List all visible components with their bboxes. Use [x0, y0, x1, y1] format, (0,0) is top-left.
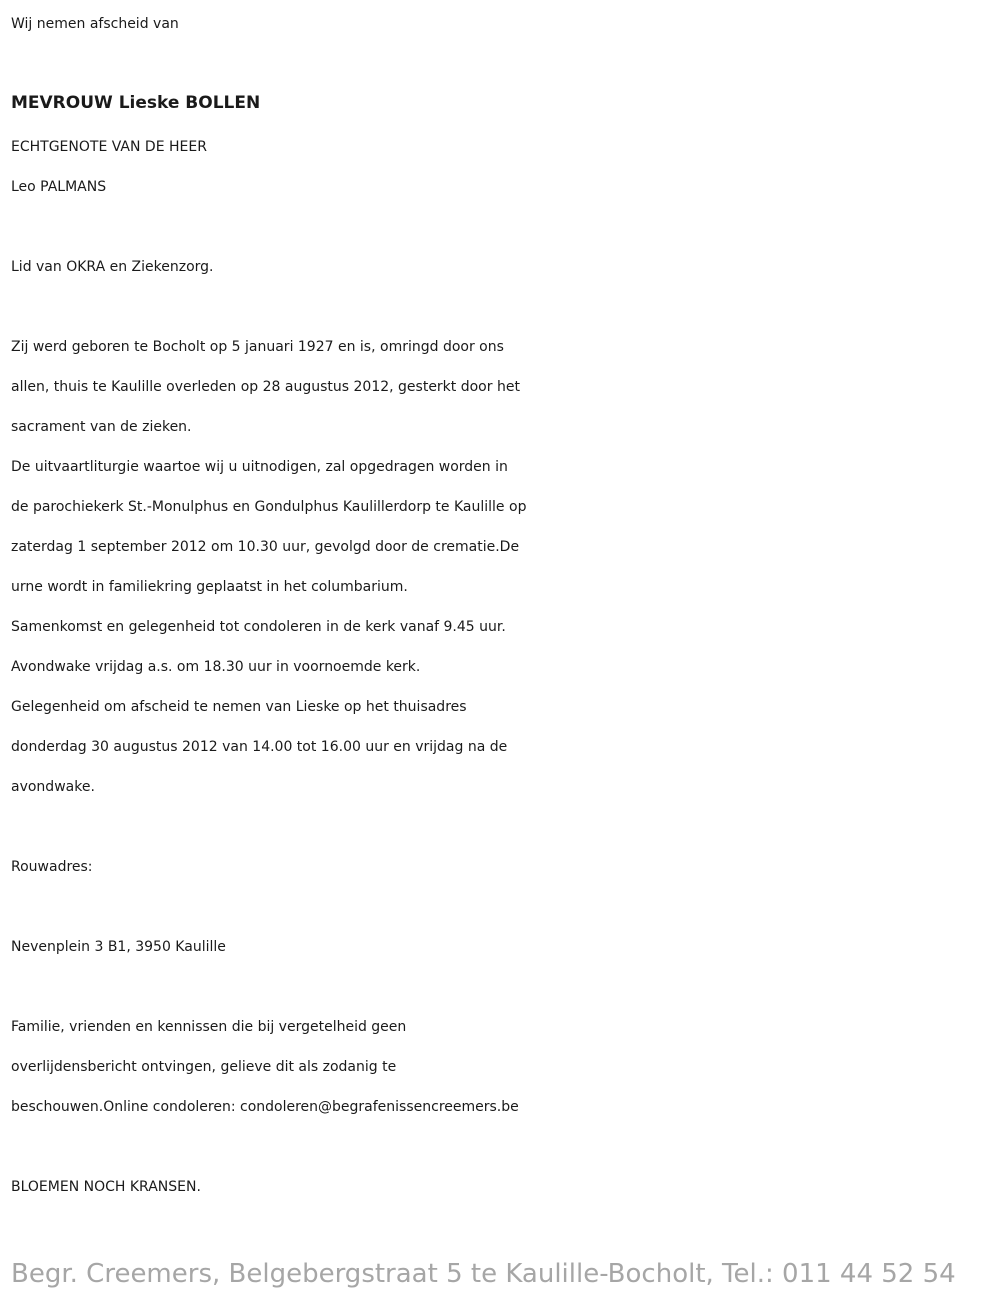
spacer	[11, 1127, 996, 1167]
spacer	[11, 287, 996, 327]
body-line: Zij werd geboren te Bocholt op 5 januari 1927 en is, omringd door ons	[11, 339, 504, 355]
body-line: allen, thuis te Kaulille overleden op 28 augustus 2012, gesterkt door het	[11, 379, 520, 395]
spacer	[11, 887, 996, 927]
notice-line: Familie, vrienden en kennissen die bij vergetelheid geen	[11, 1019, 407, 1035]
body-paragraph	[11, 327, 996, 807]
spacer	[11, 207, 996, 247]
spouse-label: ECHTGENOTE VAN DE HEER	[11, 139, 207, 155]
death-notice	[11, 0, 996, 1207]
deceased-name: MEVROUW Lieske BOLLEN	[11, 93, 261, 113]
body-line: zaterdag 1 september 2012 om 10.30 uur, gevolgd door de crematie.De	[11, 539, 520, 555]
address: Nevenplein 3 B1, 3950 Kaulille	[11, 939, 226, 955]
body-line: Gelegenheid om afscheid te nemen van Lieske op het thuisadres	[11, 699, 467, 715]
body-line: urne wordt in familiekring geplaatst in het columbarium.	[11, 579, 408, 595]
spouse-name: Leo PALMANS	[11, 179, 107, 195]
body-line: avondwake.	[11, 779, 95, 795]
body-line: donderdag 30 augustus 2012 van 14.00 tot 16.00 uur en vrijdag na de	[11, 739, 508, 755]
body-line: Samenkomst en gelegenheid tot condoleren in de kerk vanaf 9.45 uur.	[11, 619, 506, 635]
spacer	[11, 807, 996, 847]
notice-paragraph	[11, 1007, 996, 1127]
body-line: Avondwake vrijdag a.s. om 18.30 uur in voornoemde kerk.	[11, 659, 421, 675]
intro-text: Wij nemen afscheid van	[11, 16, 179, 32]
flowers-notice: BLOEMEN NOCH KRANSEN.	[11, 1179, 201, 1195]
body-line: De uitvaartliturgie waartoe wij u uitnodigen, zal opgedragen worden in	[11, 459, 508, 475]
notice-line: overlijdensbericht ontvingen, gelieve dit als zodanig te	[11, 1059, 397, 1075]
funeral-home-footer: Begr. Creemers, Belgebergstraat 5 te Kaulille-Bocholt, Tel.: 011 44 52 54	[11, 1259, 956, 1289]
notice-line: beschouwen.Online condoleren: condoleren@begrafenissencreemers.be	[11, 1099, 519, 1115]
membership-text: Lid van OKRA en Ziekenzorg.	[11, 259, 214, 275]
body-line: de parochiekerk St.-Monulphus en Gondulphus Kaulillerdorp te Kaulille op	[11, 499, 527, 515]
spacer	[11, 967, 996, 1007]
body-line: sacrament van de zieken.	[11, 419, 192, 435]
address-label: Rouwadres:	[11, 859, 93, 875]
